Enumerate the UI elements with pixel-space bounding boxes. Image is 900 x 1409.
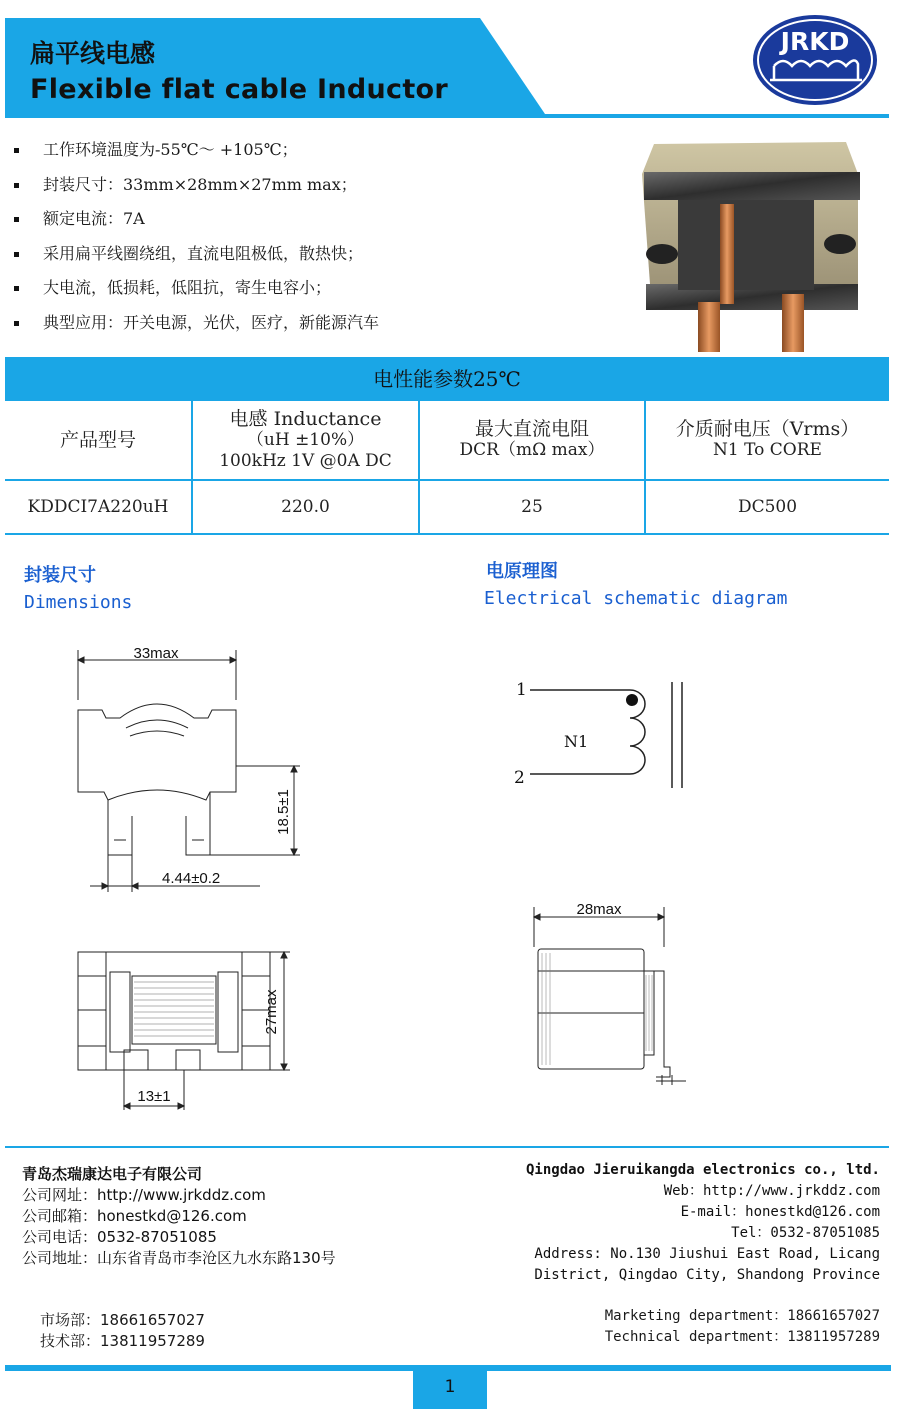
list-item: 封装尺寸：33mm×28mm×27mm max；	[12, 173, 379, 208]
bullet-icon	[14, 321, 19, 326]
address-cn: 公司地址：山东省青岛市李沧区九水东路130号	[22, 1249, 336, 1267]
departments-en	[605, 1306, 880, 1348]
schematic-label-en: Electrical schematic diagram	[484, 588, 788, 609]
schematic-label-cn: 电原理图	[486, 561, 558, 582]
footer-contact-cn	[22, 1164, 336, 1269]
product-photo	[636, 134, 868, 356]
address-en-line2: District, Qingdao City, Shandong Province	[534, 1267, 880, 1283]
page-title-en: Flexible flat cable Inductor	[30, 74, 449, 105]
cell-dcr: 25	[418, 481, 644, 533]
email-en: E-mail：honestkd@126.com	[680, 1204, 880, 1220]
list-item: 采用扁平线圈绕组，直流电阻极低，散热快；	[12, 242, 379, 277]
table-row	[5, 481, 889, 535]
technical-en: Technical department：13811957289	[604, 1329, 880, 1345]
dim-pin-label: 4.44±0.2	[162, 870, 221, 887]
bullet-icon	[14, 252, 19, 257]
header-inductance: 电感 Inductance （uH ±10%） 100kHz 1V @0A DC	[191, 401, 418, 479]
dim-side-label: 28max	[576, 901, 622, 918]
list-item: 典型应用：开关电源，光伏，医疗，新能源汽车	[12, 311, 379, 346]
side-view-drawing	[520, 895, 700, 1095]
page-title-cn: 扁平线电感	[30, 39, 156, 68]
feature-list	[12, 138, 379, 345]
schematic-pin2: 2	[514, 768, 525, 788]
top-view-drawing	[60, 940, 300, 1120]
polarity-dot-icon	[626, 694, 638, 706]
dimensions-label-en: Dimensions	[24, 592, 133, 613]
cell-model: KDDCI7A220uH	[27, 496, 169, 517]
dim-width-label: 33max	[133, 645, 179, 662]
address-en-line1: Address: No.130 Jiushui East Road, Licang	[534, 1246, 880, 1262]
logo-text: JRKD	[780, 27, 850, 56]
technical-cn: 技术部：13811957289	[40, 1332, 205, 1350]
footer-contact-en	[526, 1160, 880, 1286]
dim-pinspace-label: 13±1	[137, 1088, 171, 1105]
header-model: 产品型号	[59, 428, 136, 451]
company-logo	[752, 14, 878, 106]
phone-cn: 公司电话：0532-87051085	[22, 1228, 217, 1246]
page-number: 1	[413, 1366, 487, 1409]
spec-table	[5, 401, 889, 535]
dim-depth-label: 27max	[263, 989, 280, 1035]
website-en: Web：http://www.jrkddz.com	[663, 1183, 880, 1199]
schematic-pin1: 1	[516, 680, 527, 700]
header-dcr: 最大直流电阻 DCR（mΩ max）	[418, 401, 644, 479]
list-item: 额定电流：7A	[12, 207, 379, 242]
list-item: 工作环境温度为-55℃～ +105℃；	[12, 138, 379, 173]
front-view-drawing	[60, 640, 320, 900]
company-name-en: Qingdao Jieruikangda electronics co., ltd.	[525, 1162, 880, 1178]
bullet-icon	[14, 286, 19, 291]
bullet-icon	[14, 217, 19, 222]
dimensions-label-cn: 封装尺寸	[24, 565, 96, 586]
email-cn: 公司邮箱：honestkd@126.com	[22, 1207, 247, 1225]
phone-en: Tel：0532-87051085	[731, 1225, 880, 1241]
cell-inductance: 220.0	[191, 481, 418, 533]
bullet-icon	[14, 183, 19, 188]
schematic-winding: N1	[564, 732, 589, 751]
cell-voltage: DC500	[644, 481, 889, 533]
list-item: 大电流，低损耗，低阻抗，寄生电容小；	[12, 276, 379, 311]
website-cn: 公司网址：http://www.jrkddz.com	[22, 1186, 266, 1204]
departments-cn	[40, 1310, 205, 1352]
header-voltage: 介质耐电压（Vrms） N1 To CORE	[644, 401, 889, 479]
marketing-en: Marketing department：18661657027	[604, 1308, 880, 1324]
footer-divider	[5, 1146, 889, 1148]
marketing-cn: 市场部：18661657027	[40, 1311, 205, 1329]
dim-height-label: 18.5±1	[275, 789, 292, 835]
table-title: 电性能参数25℃	[5, 357, 889, 401]
company-name-cn: 青岛杰瑞康达电子有限公司	[22, 1165, 203, 1183]
schematic-diagram	[500, 670, 710, 800]
table-header-row	[5, 401, 889, 481]
bullet-icon	[14, 148, 19, 153]
